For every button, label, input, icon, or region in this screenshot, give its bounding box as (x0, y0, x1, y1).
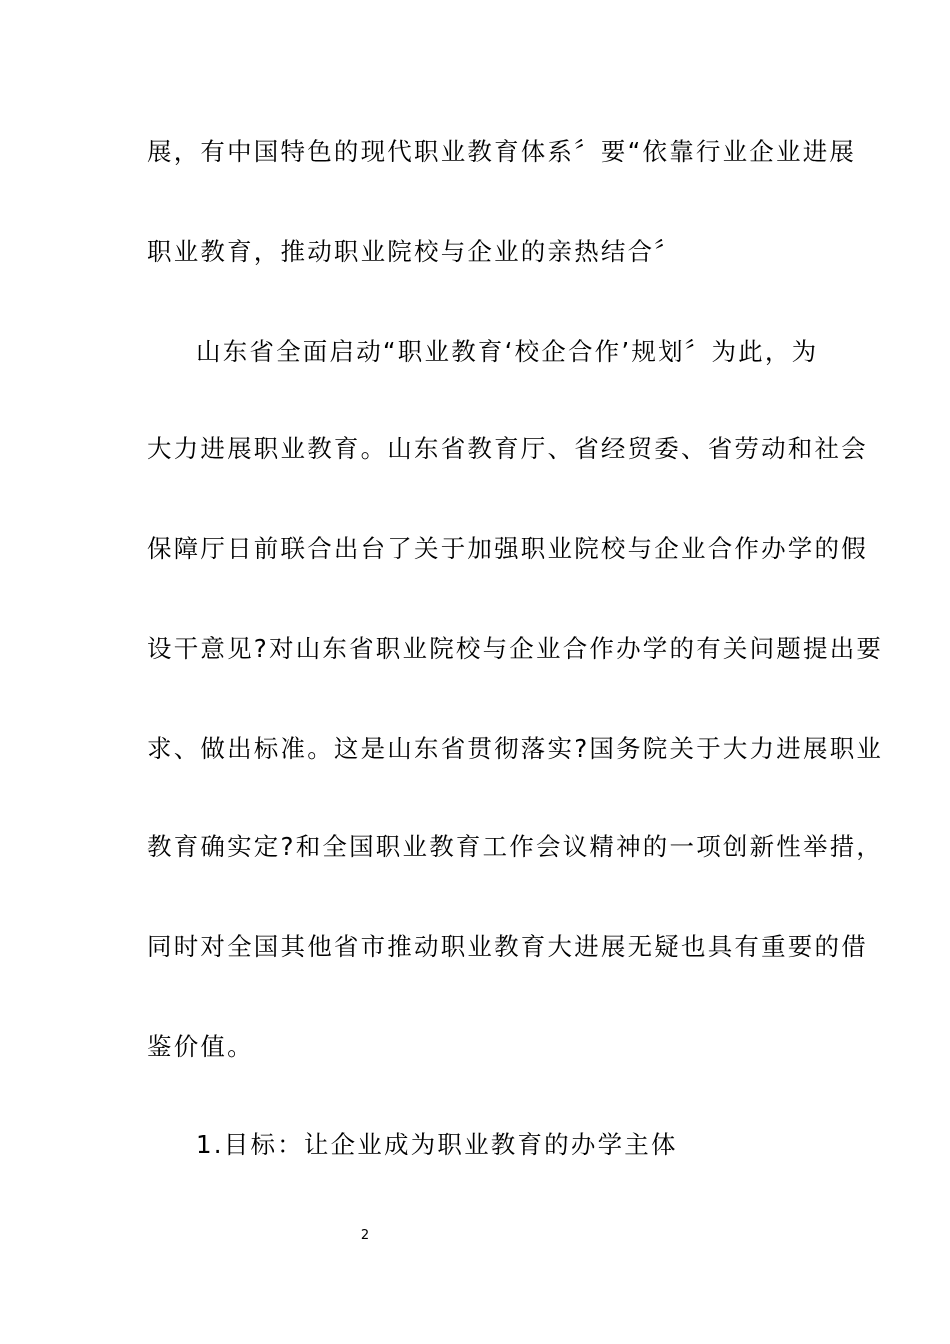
text-line: 同时对全国其他省市推动职业教育大进展无疑也具有重要的借 (147, 932, 868, 961)
page-number: 2 (360, 1228, 370, 1243)
paragraph-first-line: 山东省全面启动“职业教育‘校企合作’规划〞为此，为 (196, 337, 819, 366)
text-line: 设干意见?对山东省职业院校与企业合作办学的有关问题提出要 (147, 634, 884, 663)
section-heading: 1.目标：让企业成为职业教育的办学主体 (196, 1130, 678, 1159)
text-line: 职业教育，推动职业院校与企业的亲热结合〞 (147, 237, 681, 266)
text-line: 求、做出标准。这是山东省贯彻落实?国务院关于大力进展职业 (147, 734, 884, 763)
text-line: 教育确实定?和全国职业教育工作会议精神的一项创新性举措， (147, 832, 884, 861)
text-line: 展，有中国特色的现代职业教育体系〞要“依靠行业企业进展 (147, 137, 857, 166)
text-line: 大力进展职业教育。山东省教育厅、省经贸委、省劳动和社会 (147, 434, 868, 463)
text-line: 保障厅日前联合出台了关于加强职业院校与企业合作办学的假 (147, 534, 868, 563)
text-line: 鉴价值。 (147, 1032, 254, 1061)
